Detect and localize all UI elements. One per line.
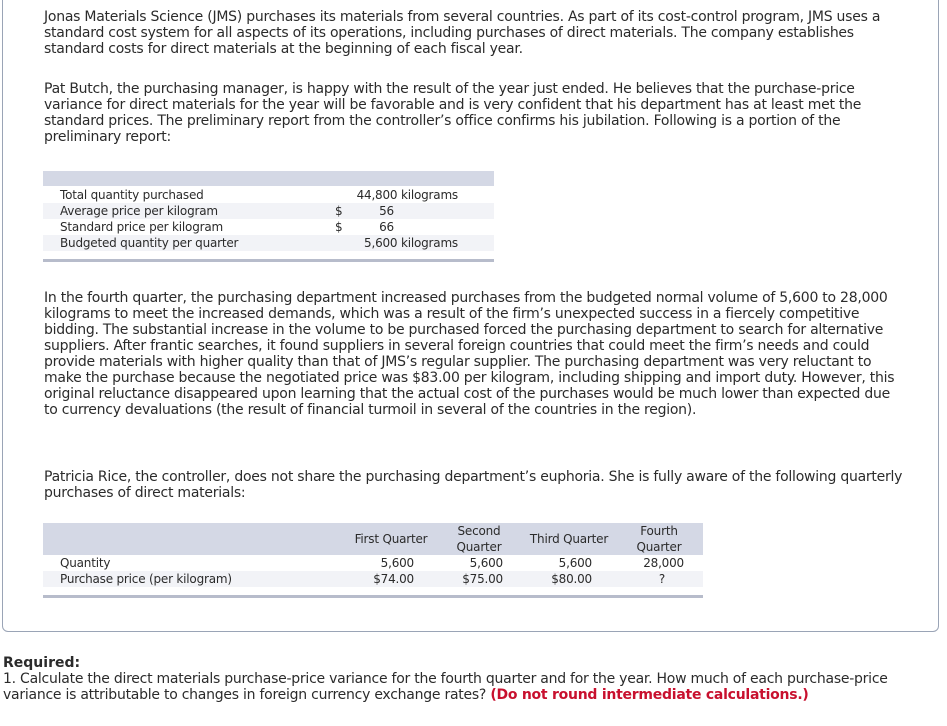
row-label: Standard price per kilogram [60,220,223,234]
row-currency: $ [335,204,343,218]
cell-q2: $75.00 [462,572,503,586]
header-third-quarter: Third Quarter [529,532,609,546]
row-value: 56 [379,204,394,218]
cell-q4: 28,000 [643,556,684,570]
row-label: Purchase price (per kilogram) [60,572,232,586]
row-value: 66 [379,220,394,234]
middle-paragraph-2: Patricia Rice, the controller, does not share the purchasing department’s euphoria. She is fully aware of the following quarterly purchases of direct materials: [44,469,903,501]
cell-q3: $80.00 [551,572,592,586]
table-row [43,219,494,235]
required-heading: Required: [3,655,81,671]
cell-q3: 5,600 [558,556,592,570]
rounding-instruction: (Do not round intermediate calculations.) [490,687,809,703]
table-row [43,187,494,203]
intro-paragraph-2: Pat Butch, the purchasing manager, is happy with the result of the year just ended. He believes that the purchase-price variance for direct materials for the year will be favorable and is very confident that his department has at least met the standard prices. The preliminary report from the controller’s office confirms his jubilation. Following is a portion of the preliminary report: [44,81,862,145]
table-row [43,555,703,571]
row-value: 44,800 kilograms [356,188,458,202]
cell-q4: ? [658,572,665,586]
table-row [43,235,494,251]
header-fourth-quarter-line1: Fourth [640,524,678,538]
header-second-quarter-line1: Second [457,524,501,538]
table-bottom-rule [43,259,494,262]
required-question [3,671,933,703]
middle-paragraph-1: In the fourth quarter, the purchasing department increased purchases from the budgeted normal volume of 5,600 to 28,000 kilograms to meet the increased demands, which was a result of the firm’s unexpected success in a fiercely competitive bidding. The substantial increase in the volume to be purchased forced the purchasing department to search for alternative suppliers. After frantic searches, it found suppliers in several foreign countries that could meet the firm’s needs and could provide materials with higher quality than that of JMS’s regular supplier. The purchasing department was very reluctant to make the purchase because the negotiated price was $83.00 per kilogram, including shipping and import duty. However, this original reluctance disappeared upon learning that the actual cost of the purchases would be much lower than expected due to currency devaluations (the result of financial turmoil in several of the countries in the region). [44,290,895,418]
row-label: Budgeted quantity per quarter [60,236,239,250]
table-row [43,203,494,219]
row-currency: $ [335,220,343,234]
cell-q1: 5,600 [380,556,414,570]
header-first-quarter: First Quarter [354,532,428,546]
header-second-quarter-line2: Quarter [456,540,502,554]
row-label: Average price per kilogram [60,204,218,218]
row-value: 5,600 kilograms [364,236,458,250]
header-fourth-quarter-line2: Quarter [636,540,682,554]
table-bottom-rule [43,595,703,598]
intro-paragraph-1: Jonas Materials Science (JMS) purchases its materials from several countries. As part of its cost-control program, JMS uses a standard cost system for all aspects of its operations, including purchases of direct materials. The company establishes standard costs for direct materials at the beginning of each fiscal year. [44,9,881,57]
cell-q2: 5,600 [469,556,503,570]
row-label: Total quantity purchased [60,188,204,202]
row-label: Quantity [60,556,111,570]
cell-q1: $74.00 [373,572,414,586]
table-row [43,571,703,587]
required-question-text: 1. Calculate the direct materials purchase-price variance for the fourth quarter and for the year. How much of each purchase-price variance is attributable to changes in foreign currency exchange rates? [3,671,888,703]
table-header-band [43,171,494,186]
